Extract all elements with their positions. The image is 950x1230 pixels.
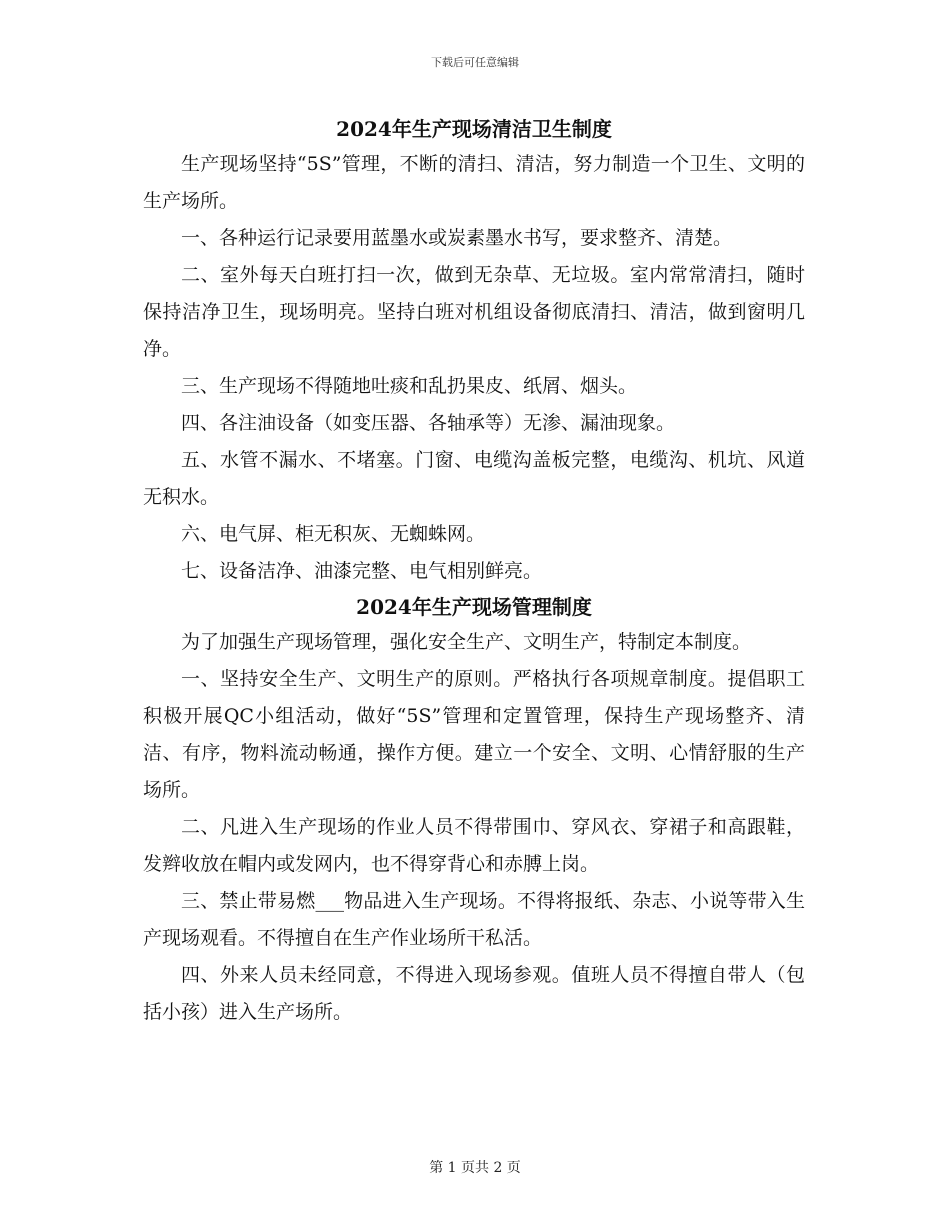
section1-paragraph-3: 三、生产现场不得随地吐痰和乱扔果皮、纸屑、烟头。: [181, 375, 638, 397]
section2-paragraph-4: 四、外来人员未经同意，不得进入现场参观。值班人员不得擅自带人（包括小孩）进入生产场所。: [143, 964, 805, 1023]
section1-paragraph-1: 一、各种运行记录要用蓝墨水或炭素墨水书写，要求整齐、清楚。: [181, 227, 733, 249]
section2-paragraph-1: 一、坚持安全生产、文明生产的原则。严格执行各项规章制度。提倡职工积极开展QC小组活动，做好“5S”管理和定置管理，保持生产现场整齐、清洁、有序，物料流动畅通，操作方便。建立一个安全、文明、心情舒服的生产场所。: [143, 668, 805, 801]
document-body: [143, 112, 805, 1031]
section1-paragraph-4: 四、各注油设备（如变压器、各轴承等）无渗、漏油现象。: [181, 412, 676, 434]
section1-paragraph-6: 六、电气屏、柜无积灰、无蜘蛛网。: [181, 523, 486, 545]
section1-paragraph-2: 二、室外每天白班打扫一次，做到无杂草、无垃圾。室内常常清扫，随时保持洁净卫生，现场明亮。坚持白班对机组设备彻底清扫、清洁，做到窗明几净。: [143, 264, 805, 360]
section1-paragraph-5: 五、水管不漏水、不堵塞。门窗、电缆沟盖板完整，电缆沟、机坑、风道无积水。: [143, 449, 805, 508]
header-note: 下载后可任意编辑: [431, 56, 519, 69]
section1-paragraph-intro: 生产现场坚持“5S”管理，不断的清扫、清洁，努力制造一个卫生、文明的生产场所。: [143, 153, 805, 212]
section2-paragraph-3: 三、禁止带易燃___物品进入生产现场。不得将报纸、杂志、小说等带入生产现场观看。不得擅自在生产作业场所干私活。: [143, 890, 805, 949]
page-number: 第 1 页共 2 页: [429, 1160, 521, 1176]
section2-paragraph-2: 二、凡进入生产现场的作业人员不得带围巾、穿风衣、穿裙子和高跟鞋，发辫收放在帽内或发网内，也不得穿背心和赤膊上岗。: [143, 816, 805, 875]
section2-paragraph-intro: 为了加强生产现场管理，强化安全生产、文明生产，特制定本制度。: [181, 631, 752, 653]
section2-title: 2024年生产现场管理制度: [356, 595, 592, 619]
section1-paragraph-7: 七、设备洁净、油漆完整、电气相别鲜亮。: [181, 560, 543, 582]
section1-title: 2024年生产现场清洁卫生制度: [336, 117, 612, 141]
